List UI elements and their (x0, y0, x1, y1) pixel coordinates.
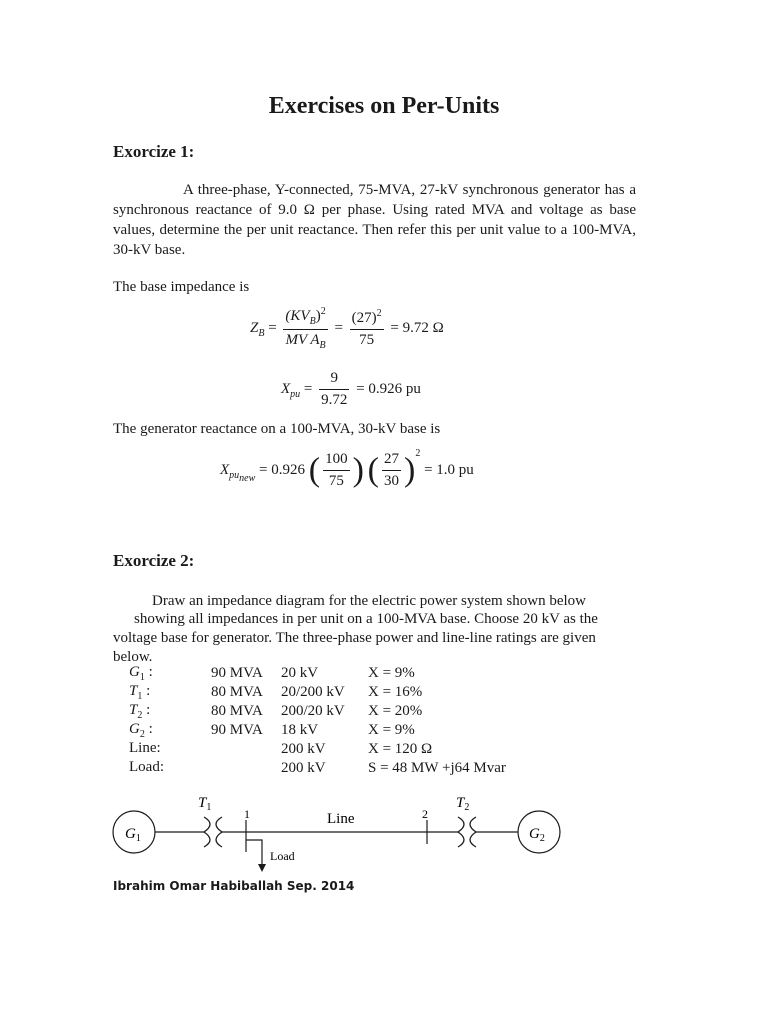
t1-label: $T_1$ (198, 795, 212, 813)
ratings-row (129, 702, 548, 721)
rating-component: $T_2$ : (129, 702, 151, 721)
new-base-intro: The generator reactance on a 100-MVA, 30-kV base is (113, 421, 441, 437)
bus1-label: 1 (244, 807, 250, 821)
rating-kv: 200/20 kV (281, 703, 345, 719)
rating-parameter: X = 9% (368, 722, 415, 738)
t1-primary-coil (204, 817, 210, 847)
ratings-row (129, 759, 548, 778)
rating-kv: 20 kV (281, 665, 319, 681)
rating-mva (211, 740, 281, 759)
exercise1-heading: Exorcize 1: (113, 142, 195, 161)
ratings-table (129, 664, 548, 778)
base-impedance-intro: The base impedance is (113, 279, 250, 295)
t2-secondary-coil (470, 817, 476, 847)
rating-mva (211, 759, 281, 778)
exercise2-statement-line2: showing all impedances in per unit on a 100-MVA base. Choose 20 kV as the (134, 611, 598, 627)
rating-mva: 90 MVA (211, 665, 263, 681)
exercise2-heading: Exorcize 2: (113, 551, 195, 570)
ratings-row (129, 740, 548, 759)
exercise1-statement: A three-phase, Y-connected, 75-MVA, 27-kV synchronous generator has a synchronous reactance of 9.0 Ω per phase. Using rated MVA and voltage as base values, determine the per unit reactance. Then refer this per unit value to a 100-MVA, 30-kV base. (113, 182, 636, 258)
single-line-diagram (110, 790, 570, 875)
rating-kv: 200 kV (281, 741, 326, 757)
footer-author: Ibrahim Omar Habiballah Sep. 2014 (113, 879, 355, 893)
t2-label: $T_2$ (456, 795, 470, 813)
t2-primary-coil (458, 817, 464, 847)
page-title: Exercises on Per-Units (268, 93, 500, 119)
rating-parameter: X = 120 Ω (368, 741, 433, 757)
g1-label: $G_1$ (125, 826, 141, 844)
exercise2-statement-line3: voltage base for generator. The three-phase power and line-line ratings are given (113, 630, 596, 646)
rating-parameter: X = 16% (368, 684, 423, 700)
zb-fraction-1: $\frac{(KV_B)^2}{MV A_B}$ (285, 306, 326, 351)
zb-fraction-2: $\frac{(27)^2}{75}$ (351, 308, 382, 348)
rating-mva: 80 MVA (211, 703, 263, 719)
exercise2-statement-line4: below. (113, 649, 153, 665)
rating-mva: 90 MVA (211, 722, 263, 738)
rating-component: $G_2$ : (129, 721, 153, 740)
load-feeder (246, 840, 262, 866)
rating-component: $G_1$ : (129, 664, 153, 683)
rating-kv: 200 kV (281, 760, 326, 776)
line-label: Line (327, 811, 355, 827)
load-arrow-icon (258, 864, 266, 872)
t1-secondary-coil (216, 817, 222, 847)
xpu-fraction: $\frac{9}{9.72}$ (321, 370, 348, 408)
load-label: Load (270, 849, 295, 863)
zb-equation: $Z_B$ = $\frac{(KV_B)^2}{MV A_B}$ = $\frac{(27)^2}{75}$ = 9.72 Ω (250, 306, 444, 351)
exercise2-statement-line1: Draw an impedance diagram for the electric power system shown below (152, 593, 587, 609)
rating-component: Load: (129, 759, 164, 775)
rating-component: Line: (129, 740, 161, 756)
ratings-row (129, 683, 548, 702)
rating-parameter: X = 9% (368, 665, 415, 681)
rating-kv: 20/200 kV (281, 684, 345, 700)
ratings-row (129, 721, 548, 740)
rating-parameter: S = 48 MW +j64 Mvar (368, 760, 506, 776)
xpu-equation: $X_{pu}$ = $\frac{9}{9.72}$ = 0.926 pu (281, 370, 421, 408)
g2-label: $G_2$ (529, 826, 545, 844)
rating-component: $T_1$ : (129, 683, 151, 702)
xnew-equation: $X_{pu_{new}} = 0.926$ ( $\frac{100}{75}$ ) ( $\frac{27}{30}$ )$^2$ = 1.0 pu (220, 448, 474, 490)
rating-kv: 18 kV (281, 722, 319, 738)
rating-mva: 80 MVA (211, 684, 263, 700)
ratings-row (129, 664, 548, 683)
bus2-label: 2 (422, 807, 428, 821)
rating-parameter: X = 20% (368, 703, 423, 719)
